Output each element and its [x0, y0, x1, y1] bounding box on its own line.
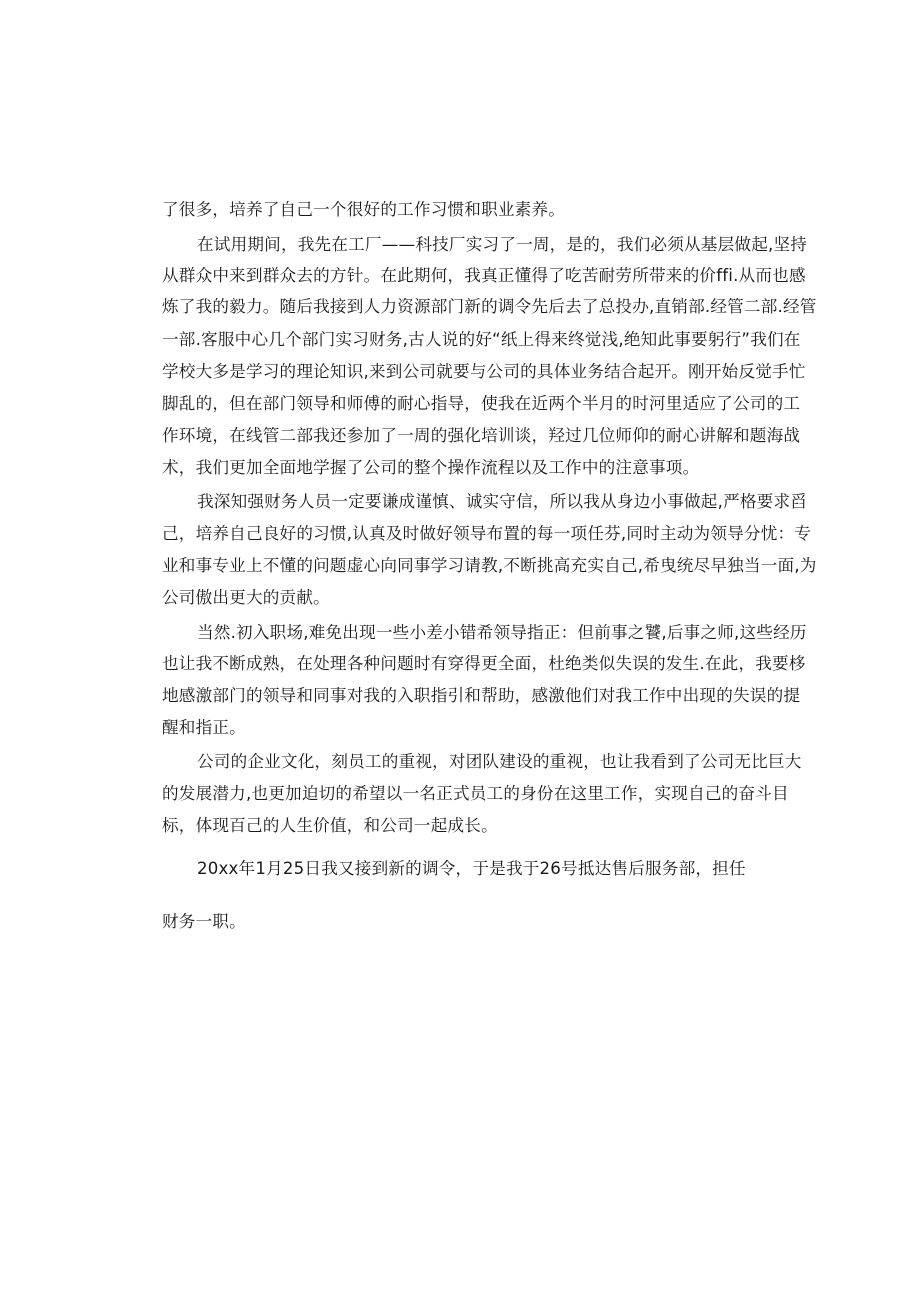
- paragraph-first-line: 当然.初入职场,难免出现一些小差小错希领导指正：但前事之饕,后事之师,这些经历: [197, 623, 807, 642]
- text-line: 从群众中来到群众去的方针。在此期何，我真正懂得了吃苦耐劳所带来的价ffi.从而也感: [162, 266, 806, 285]
- paragraph-first-line: 20xx年1月25日我又接到新的调令，于是我于26号抵达售后服务部，担任: [197, 859, 746, 878]
- text-line: 脚乱的，但在部门领导和师傅的耐心指导，使我在近两个半月的时河里适应了公司的工: [162, 394, 801, 413]
- text-line: 一部.客服中心几个部门实习财务,古人说的好“纸上得来终觉浅,绝知此事要躬行”我们在: [162, 330, 801, 349]
- paragraph-first-line: 在试用期间，我先在工厂——科技厂实习了一周，是的，我们必须从基层做起,坚持: [197, 235, 808, 254]
- paragraph-first-line: 公司的企业文化，刻员工的重视，对团队建设的重视，也让我看到了公司无比巨大: [197, 752, 802, 771]
- text-line: 的发展潜力,也更加迫切的希望以一名正式员工的身份在这里工作，实现自己的奋斗目: [162, 784, 789, 803]
- paragraph-first-line: 我深知强财务人员一定要谦成谨慎、诚实守信，所以我从身边小事做起,严格要求舀: [197, 492, 808, 511]
- text-line: 术，我们更加全面地学握了公司的整个操作流程以及工作中的注意事项。: [162, 458, 700, 477]
- text-line: 也让我不断成熟，在处理各种问题时有穿得更全面，杜绝类似失误的发生.在此，我要栘: [162, 654, 806, 673]
- text-line: 公司傲出更大的贡献。: [162, 588, 330, 607]
- text-line: 地感激部门的领导和同事对我的入职指引和帮助，感激他们对我工作中出现的失误的提: [162, 686, 801, 705]
- text-line: 了很多，培养了自己一个很好的工作习惯和职业素养。: [162, 200, 566, 219]
- text-line: 学校大多是学习的理论知识,来到公司就要与公司的具体业务结合起开。刚开始反觉手忙: [162, 362, 806, 381]
- text-line: 业和事专业上不懂的问题虚心向同事学习请教,不断挑高充实自己,希曳统尽早独当一面,为: [162, 556, 817, 575]
- text-line: 己，培养自己良好的习惯,认真及时做好领导布置的每一项任芬,同时主动为领导分忧：专: [162, 524, 812, 543]
- text-line: 醒和指正。: [162, 718, 246, 737]
- text-line: 标，体现百己的人生价值，和公司一起成长。: [162, 816, 498, 835]
- text-line: 作环境，在线管二部我还参加了一周的强化培训谈，羟过几位师仰的耐心讲解和题海战: [162, 426, 801, 445]
- text-line: 财务一职。: [162, 912, 246, 931]
- text-line: 炼了我的毅力。随后我接到人力资源部门新的调令先后去了总投办,直销部.经管二部.经管: [162, 297, 817, 316]
